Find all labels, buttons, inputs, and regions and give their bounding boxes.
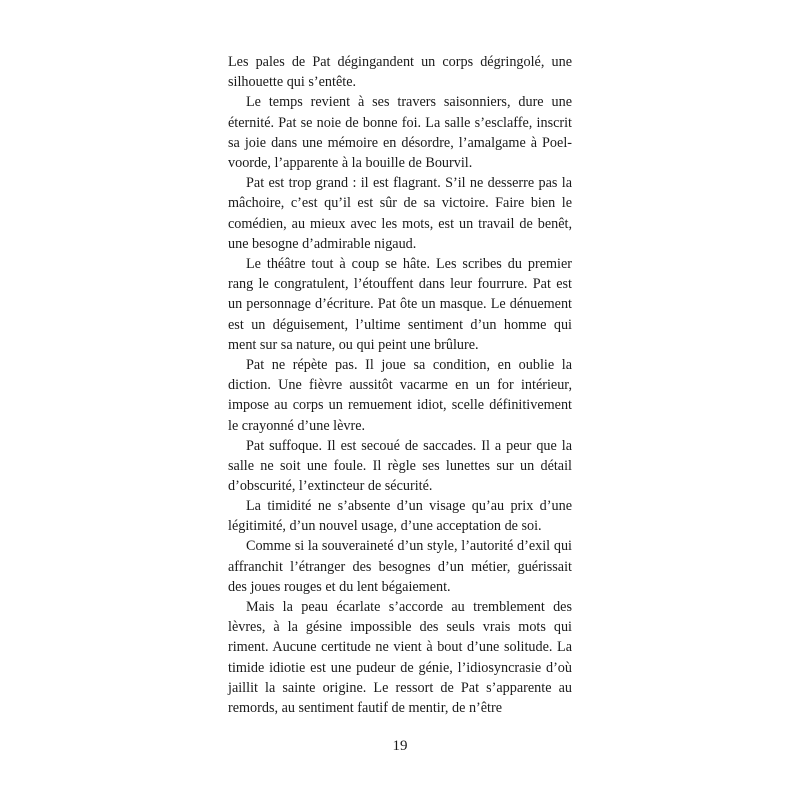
text-section-1: [228, 52, 572, 496]
paragraph: Le théâtre tout à coup se hâte. Les scribes du premier rang le congratulent, l’étouffent dans leur fourrure. Pat est un personnage d’écriture. Pat ôte un masque. Le dénuement est un déguisement, l’ultime sentiment d’un homme qui ment sur sa nature, ou qui peint une brûlure.: [228, 256, 572, 353]
paragraph: Pat est trop grand : il est flagrant. S’il ne desserre pas la mâchoire, c’est qu’il est sûr de sa victoire. Faire bien le comédien, au mieux avec les mots, est un travail de benêt, une besogne d’admirable nigaud.: [228, 175, 572, 252]
paragraph: Pat suffoque. Il est secoué de saccades. Il a peur que la salle ne soit une foule. Il règle ses lunettes sur un détail d’obscurité, l’extincteur de sécurité.: [228, 437, 572, 495]
paragraph: Mais la peau écarlate s’accorde au tremblement des lèvres, à la gésine impossible des seuls vrais mots qui riment. Aucune certitude ne vient à bout d’une solitude. La timide idiotie est une pudeur de génie, l’idiosyncrasie d’où jaillit la sainte origine. Le ressort de Pat s’apparente au remords, au sentiment fautif de mentir, de n’être: [228, 599, 572, 717]
text-section-2: [228, 496, 572, 718]
paragraph: Le temps revient à ses travers saisonniers, dure une éternité. Pat se noie de bonne foi. La salle s’esclaffe, inscrit sa joie dans une mémoire en désordre, l’amalgame à Poelvoorde, l’apparente à la bouille de Bourvil.: [228, 94, 572, 172]
paragraph: Les pales de Pat dégingandent un corps dégringolé, une silhouette qui s’entête.: [228, 54, 572, 91]
paragraph: Pat ne répète pas. Il joue sa condition, en oublie la diction. Une fièvre aussitôt vacarme en un for intérieur, impose au corps un remuement idiot, scelle définitivement le crayonné d’une lèvre.: [228, 357, 572, 434]
paragraph: La timidité ne s’absente d’un visage qu’au prix d’une légitimité, d’un nouvel usage, d’une acceptation de soi.: [228, 498, 572, 535]
paragraph: Comme si la souveraineté d’un style, l’autorité d’exil qui affranchit l’étranger des besognes d’un métier, guérissait des joues rouges et du lent bégaiement.: [228, 538, 572, 595]
page-number: 19: [392, 738, 408, 754]
